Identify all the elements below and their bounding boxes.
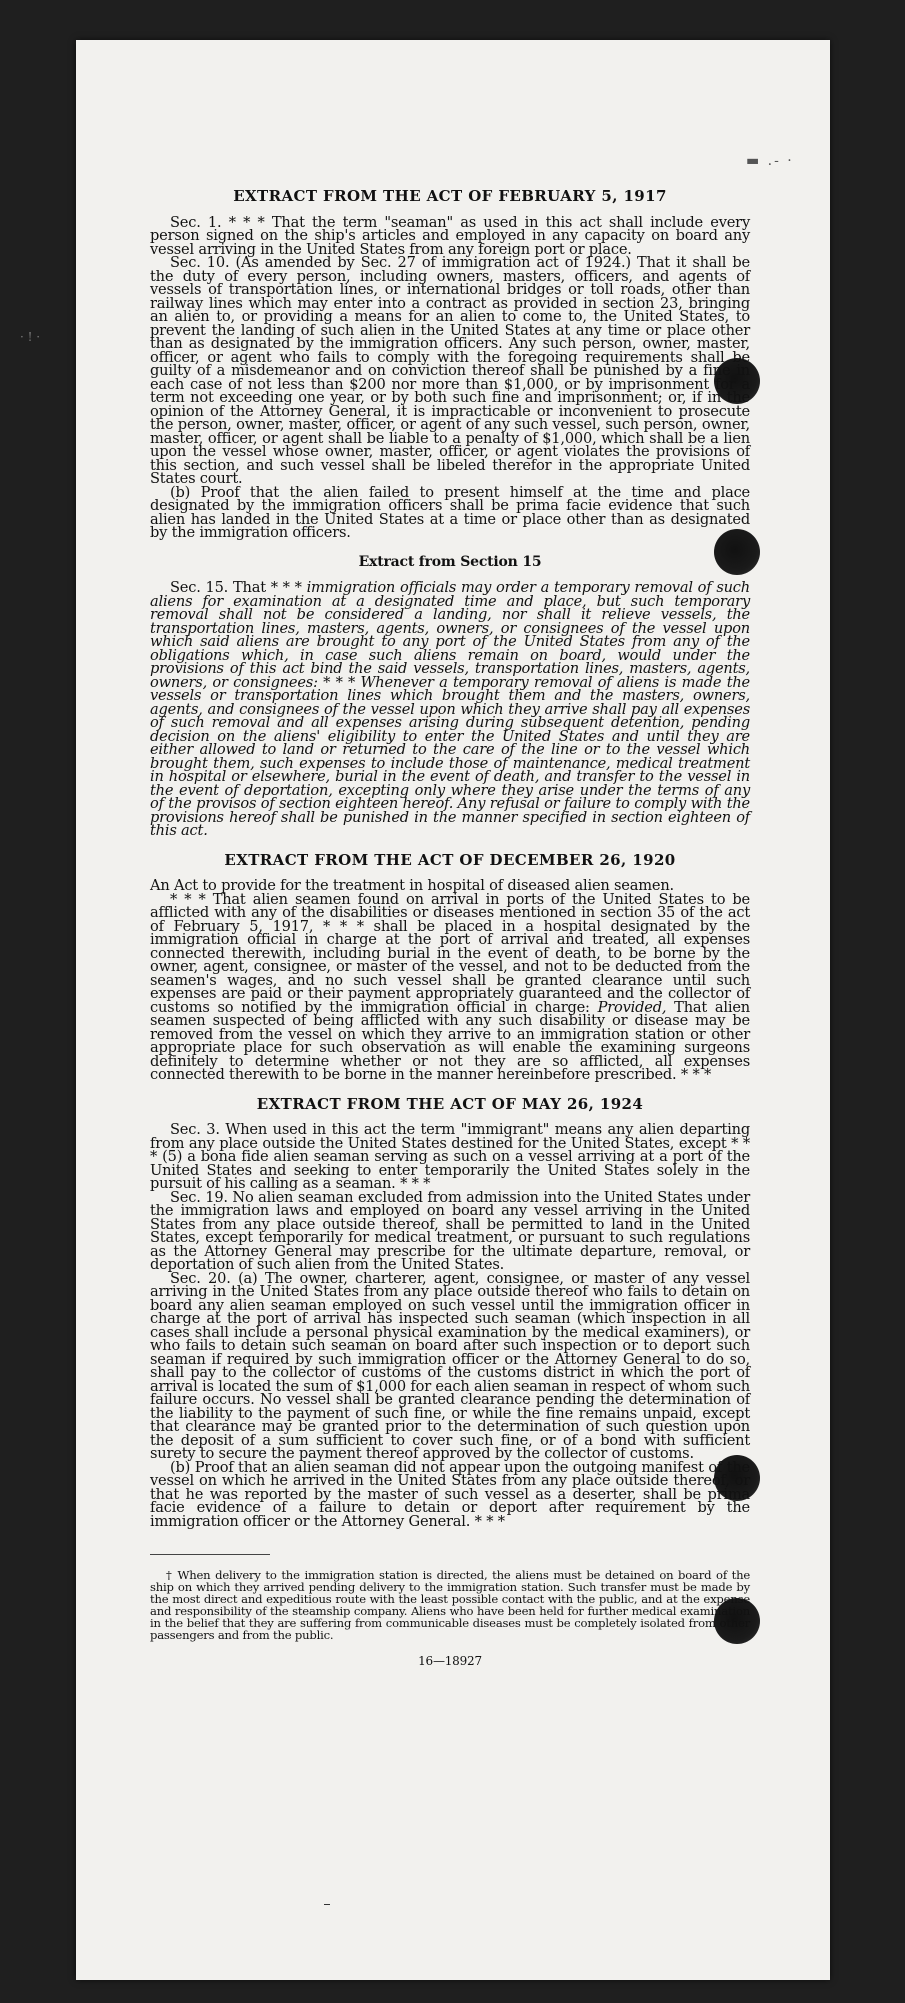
- paragraph-sec-10b: (b) Proof that the alien failed to present himself at the time and place designated by the immigration officers shall be prima facie evidence that such alien has landed in the United States at a time or place other than as designated by the immigration officers.: [150, 483, 750, 541]
- paragraph-sec-1: Sec. 1. * * * That the term "seaman" as used in this act shall include every person signed on the ship's articles and employed in any capacity on board any vessel arriving in the United States from any foreign port or place.: [150, 213, 750, 258]
- margin-mark: · ! ·: [20, 330, 41, 344]
- section-act-1920: [150, 850, 750, 1083]
- document-page: [76, 40, 830, 1980]
- bottom-dash-mark: [324, 1904, 330, 1905]
- paragraph-act-1920-body: [150, 890, 750, 1083]
- sec-15-lead: Sec. 15. That * * *: [170, 579, 302, 596]
- form-number: 16—18927: [418, 1654, 482, 1668]
- document-body: [150, 187, 750, 1669]
- sec-15-italic-text: immigration officials may order a temporary removal of such aliens for examination at a designated time and place, but such temporary removal shall not be considered a landing, nor shall it relieve vessels, the transportation lines, masters, agents, owners, or consignees of the vessel upon which said aliens are brought to any port of the United States from any of the obligations which, in case such aliens remain on board, would under the provisions of this act bind the said vessels, transportation lines, masters, agents, owners, or consignees: * * * Whenever a temporary removal of aliens is made the vessels or transportation lines which brought them and the masters, owners, agents, and consignees of the vessel upon which they arrive shall pay all expenses of such removal and all expenses arising during subsequent detention, pending decision on the aliens' eligibility to enter the United States and until they are either allowed to land or returned to the care of the line or to the vessel which brought them, such expenses to include those of maintenance, medical treatment in hospital or elsewhere, burial in the event of death, and transfer to the vessel in the event of deportation, excepting only where they arise under the terms of any of the provisos of section eighteen hereof. Any refusal or failure to comply with the provisions hereof shall be punished in the manner specified in section eighteen of this act.: [150, 579, 750, 839]
- paragraph-sec-19: Sec. 19. No alien seaman excluded from admission into the United States under the immigration laws and employed on board any vessel arriving in the United States from any place outside thereof, shall be permitted to land in the United States, except temporarily for medical treatment, or pursuant to such regulations as the Attorney General may prescribe for the ultimate departure, removal, or deportation of such alien from the United States.: [150, 1188, 750, 1273]
- section-act-1924: [150, 1094, 750, 1530]
- paragraph-sec-3: Sec. 3. When used in this act the term "immigrant" means any alien departing from any place outside the United States destined for the United States, except * * * (5) a bona fide alien seaman serving as such on a vessel arriving at a port of the United States and seeking to enter temporarily the United States solely in the pursuit of his calling as a seaman. * * *: [150, 1121, 750, 1192]
- corner-mark: ▬ .- ·: [746, 153, 794, 169]
- paragraph-sec-20b: (b) Proof that an alien seaman did not appear upon the outgoing manifest of the vessel on which he arrived in the United States from any place outside thereof, or that he was reported by the master of such vessel as a deserter, shall be prima facie evidence of a failure to detain or deport after requirement by the immigration officer or the Attorney General. * * *: [150, 1458, 750, 1530]
- act-1920-body-part1: * * * That alien seamen found on arrival in ports of the United States to be afflicted with any of the disabilities or diseases mentioned in section 35 of the act of February 5, 1917, * * * shall be placed in a hospital designated by the immigration official in charge at the port of arrival and treated, all expenses connected therewith, including burial in the event of death, to be borne by the owner, agent, consignee, or master of the vessel, and not to be deducted from the seamen's wages, and no such vessel shall be granted clearance until such expenses are paid or their payment appropriately guaranteed and the collector of customs so notified by the immigration official in charge:: [150, 890, 750, 1016]
- paragraph-sec-10: Sec. 10. (As amended by Sec. 27 of immigration act of 1924.) That it shall be the duty of every person, including owners, masters, officers, and agents of vessels of transportation lines, or international bridges or toll roads, other than railway lines which may enter into a contract as provided in section 23, bringing an alien to, or providing a means for an alien to come to, the United States, to prevent the landing of such alien in the United States at any time or place other than as designated by the immigration officers. Any such person, owner, master, officer, or agent who fails to comply with the foregoing requirements shall be guilty of a misdemeanor and on conviction thereof shall be punished by a fine in each case of not less than $200 nor more than $1,000, or by imprisonment for a term not exceeding one year, or by both such fine and imprisonment; or, if in the opinion of the Attorney General, it is impracticable or inconvenient to prosecute the person, owner, master, officer, or agent of any such vessel, such person, owner, master, officer, or agent shall be liable to a penalty of $1,000, which shall be a lien upon the vessel whose owner, master, officer, or agent violates the provisions of this section, and such vessel shall be libeled therefor in the appropriate United States court.: [150, 254, 750, 487]
- paragraph-act-1920-title: An Act to provide for the treatment in hospital of diseased alien seamen.: [150, 877, 674, 894]
- heading-act-1917: EXTRACT FROM THE ACT OF FEBRUARY 5, 1917: [233, 187, 667, 205]
- section-15: [150, 553, 750, 839]
- act-1920-body-part2: That alien seamen suspected of being afflicted with any such disability or disease may be removed from the vessel on which they arrive to an immigration station or other appropriate place for such observation as will enable the examining surgeons definitely to determine whether or not they are so afflicted, all expenses connected therewith to be borne in the manner hereinbefore prescribed. * * *: [150, 998, 750, 1083]
- paragraph-sec-20a: Sec. 20. (a) The owner, charterer, agent, consignee, or master of any vessel arriving in the United States from any place outside thereof who fails to detain on board any alien seaman employed on such vessel until the immigration officer in charge at the port of arrival has inspected such seaman (which inspection in all cases shall include a personal physical examination by the medical examiners), or who fails to detain such seaman on board after such inspection or to deport such seaman if required by such immigration officer or the Attorney General to do so, shall pay to the collector of customs of the customs district in which the port of arrival is located the sum of $1,000 for each alien seaman in respect of whom such failure occurs. No vessel shall be granted clearance pending the determination of the liability to the payment of such fine, or while the fine remains unpaid, except that clearance may be granted prior to the determination of such question upon the deposit of a sum sufficient to cover such fine, or of a bond with sufficient surety to secure the payment thereof approved by the collector of customs.: [150, 1269, 750, 1462]
- heading-act-1920: EXTRACT FROM THE ACT OF DECEMBER 26, 1920: [224, 850, 676, 869]
- section-act-1917: [150, 187, 750, 541]
- act-1920-provided: Provided,: [597, 998, 667, 1016]
- paragraph-sec-15: [150, 581, 750, 838]
- footnote: † When delivery to the immigration station is directed, the aliens must be detained on board of the ship on which they arrived pending delivery to the immigration station. Such transfer must be made by the most direct and expeditious route with the least possible contact with the public, and at the expense and responsibility of the steamship company. Aliens who have been held for further medical examination in the belief that they are suffering from communicable diseases must be completely isolated from other passengers and from the public.: [150, 1568, 750, 1642]
- heading-act-1924: EXTRACT FROM THE ACT OF MAY 26, 1924: [256, 1094, 644, 1113]
- heading-section-15: Extract from Section 15: [358, 553, 542, 570]
